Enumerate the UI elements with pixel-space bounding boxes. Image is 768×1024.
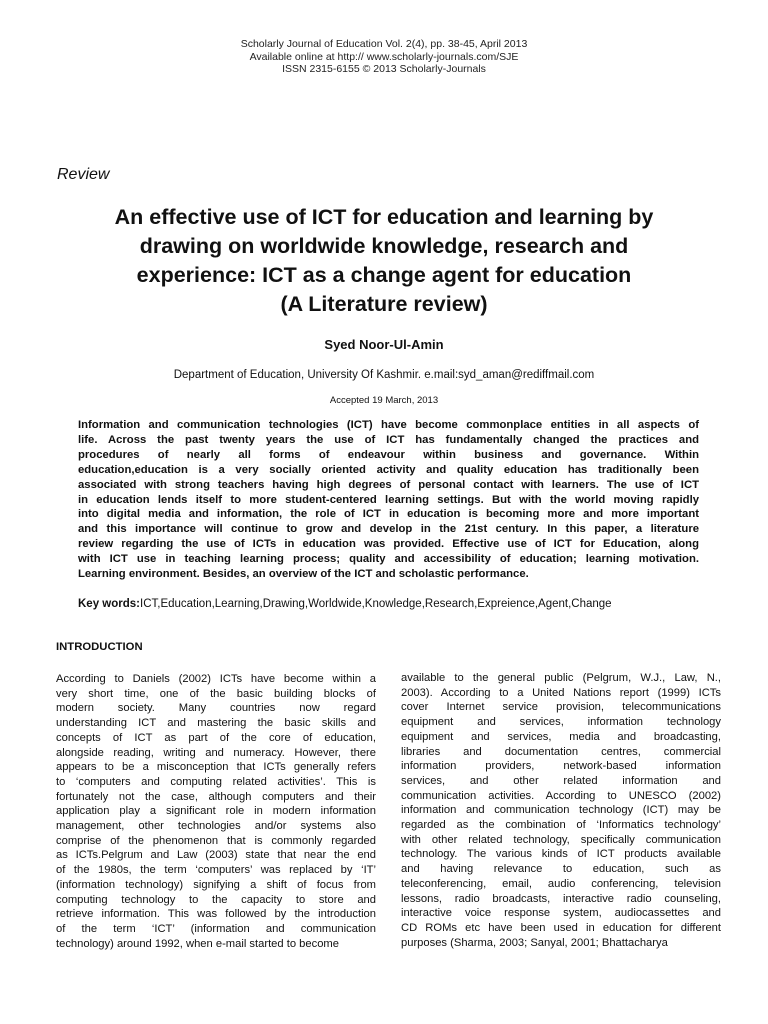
- body-line: of the 1980s, the term ‘computers’ was replaced by ‘IT’: [56, 864, 376, 877]
- body-line: and having relevance to education, such as: [401, 863, 721, 876]
- body-line: technology. The various kinds of ICT products available: [401, 848, 721, 861]
- accepted-date: Accepted 19 March, 2013: [329, 395, 439, 406]
- author-affiliation: Department of Education, University Of Kashmir. e.mail:syd_aman@rediffmail.com: [173, 369, 595, 381]
- journal-citation: Scholarly Journal of Education Vol. 2(4), pp. 38-45, April 2013: [240, 38, 528, 50]
- journal-url: Available online at http:// www.scholarly-journals.com/SJE: [249, 50, 519, 63]
- title-line: An effective use of ICT for education and learning by: [114, 205, 654, 229]
- body-line: alongside reading, writing and numeracy. However, there: [56, 746, 376, 759]
- body-line: very short time, one of the basic building blocks of: [56, 687, 376, 700]
- body-line: equipment and services, media and broadcasting,: [401, 730, 721, 743]
- abstract-line: Learning environment. Besides, an overview of the ICT and scholastic performance.: [78, 568, 529, 581]
- body-line: fortunately not the case, although computers and their: [56, 790, 376, 803]
- journal-issn: ISSN 2315-6155 © 2013 Scholarly-Journals: [282, 63, 486, 75]
- body-line: available to the general public (Pelgrum, W.J., Law, N.,: [401, 672, 721, 684]
- abstract: [78, 418, 699, 582]
- title-line: drawing on worldwide knowledge, research and: [139, 234, 629, 258]
- body-line: cover Internet service provision, telecommunications: [401, 701, 721, 714]
- article-type-label: Review: [57, 166, 110, 183]
- body-line: services, and other related information and: [401, 774, 721, 787]
- keywords: [78, 598, 718, 610]
- abstract-line: life. Across the past twenty years the use of ICT has fundamentally changed the practices and: [78, 433, 699, 446]
- journal-header: [0, 38, 768, 76]
- body-line: (information technology) signifying a shift of focus from: [56, 878, 376, 891]
- abstract-line: in education lends itself to more student-centered learning settings. But with the world moving rapidly: [78, 493, 699, 506]
- body-line: regarded as the combination of ‘Informatics technology’: [401, 819, 721, 832]
- body-line: purposes (Sharma, 2003; Sanyal, 2001; Bhattacharya: [401, 936, 668, 949]
- abstract-line: Information and communication technologies (ICT) have become commonplace entities in all aspects of: [78, 419, 699, 431]
- abstract-line: into digital media and information, the role of ICT in education is becoming more and more important: [78, 508, 699, 521]
- body-line: management, other technologies and/or systems also: [56, 820, 376, 833]
- body-line: modern society. Many countries now regard: [56, 702, 376, 715]
- body-line: information and communication technology (ICT) may be: [401, 804, 721, 817]
- body-line: interactive voice response system, audiocassettes and: [401, 907, 721, 920]
- keywords-label: Key words:: [78, 598, 140, 610]
- body-line: technology) around 1992, when e-mail started to become: [56, 937, 339, 950]
- body-line: appears to be a misconception that ICTs generally refers: [56, 761, 376, 774]
- body-line: as ICTs.Pelgrum and Law (2003) state that near the end: [56, 849, 376, 862]
- body-line: communication activities. According to UNESCO (2002): [401, 789, 721, 802]
- title-line: experience: ICT as a change agent for education: [136, 263, 632, 287]
- abstract-line: procedures of nearly all forms of endeavour within business and governance. Within: [78, 448, 699, 461]
- body-line: with other related technology, specifically communication: [401, 833, 721, 846]
- title-line: (A Literature review): [280, 292, 488, 316]
- abstract-line: associated with strong teachers having high degrees of personal contact with learners. The use of ICT: [78, 478, 699, 491]
- body-line: concepts of ICT as part of the core of education,: [56, 731, 376, 744]
- abstract-line: education,education is a very socially oriented activity and quality education has traditionally been: [78, 463, 699, 476]
- abstract-line: with ICT use in teaching learning process; quality and accessibility of education; learning motivation.: [78, 553, 699, 566]
- body-line: CD ROMs etc have been used in education for different: [401, 921, 721, 934]
- body-line: comprise of the phenomenon that is commonly regarded: [56, 834, 376, 847]
- body-line: retrieve information. This was followed by the introduction: [56, 908, 376, 921]
- abstract-line: and this importance will continue to grow and develop in the 21st century. In this paper, a literature: [78, 523, 699, 536]
- abstract-line: review regarding the use of ICTs in education was provided. Effective use of ICT for Education, along: [78, 538, 699, 551]
- body-line: 2003). According to a United Nations report (1999) ICTs: [401, 686, 721, 699]
- body-line: information providers, network-based information: [401, 760, 721, 773]
- body-line: equipment and services, information technology: [401, 716, 721, 729]
- body-column-left: [56, 672, 376, 951]
- body-line: teleconferencing, email, audio conferencing, television: [401, 877, 721, 890]
- body-column-right: [401, 671, 721, 950]
- body-line: to ‘computers and computing related activities’. This is: [56, 775, 376, 788]
- keywords-value: ICT,Education,Learning,Drawing,Worldwide,Knowledge,Research,Expreience,Agent,Change: [140, 598, 612, 610]
- body-line: computing technology to the capacity to store and: [56, 893, 376, 906]
- body-line: lessons, radio broadcasts, interactive radio counseling,: [401, 892, 721, 905]
- body-line: application play a significant role in modern information: [56, 805, 376, 818]
- body-line: According to Daniels (2002) ICTs have become within a: [56, 673, 376, 685]
- body-line: understanding ICT and mastering the basic skills and: [56, 717, 376, 730]
- author-name: Syed Noor-Ul-Amin: [324, 337, 444, 352]
- section-heading-introduction: INTRODUCTION: [56, 641, 143, 653]
- body-line: of the term ‘ICT’ (information and communication: [56, 922, 376, 935]
- article-title: [40, 203, 728, 319]
- body-line: libraries and documentation centres, commercial: [401, 745, 721, 758]
